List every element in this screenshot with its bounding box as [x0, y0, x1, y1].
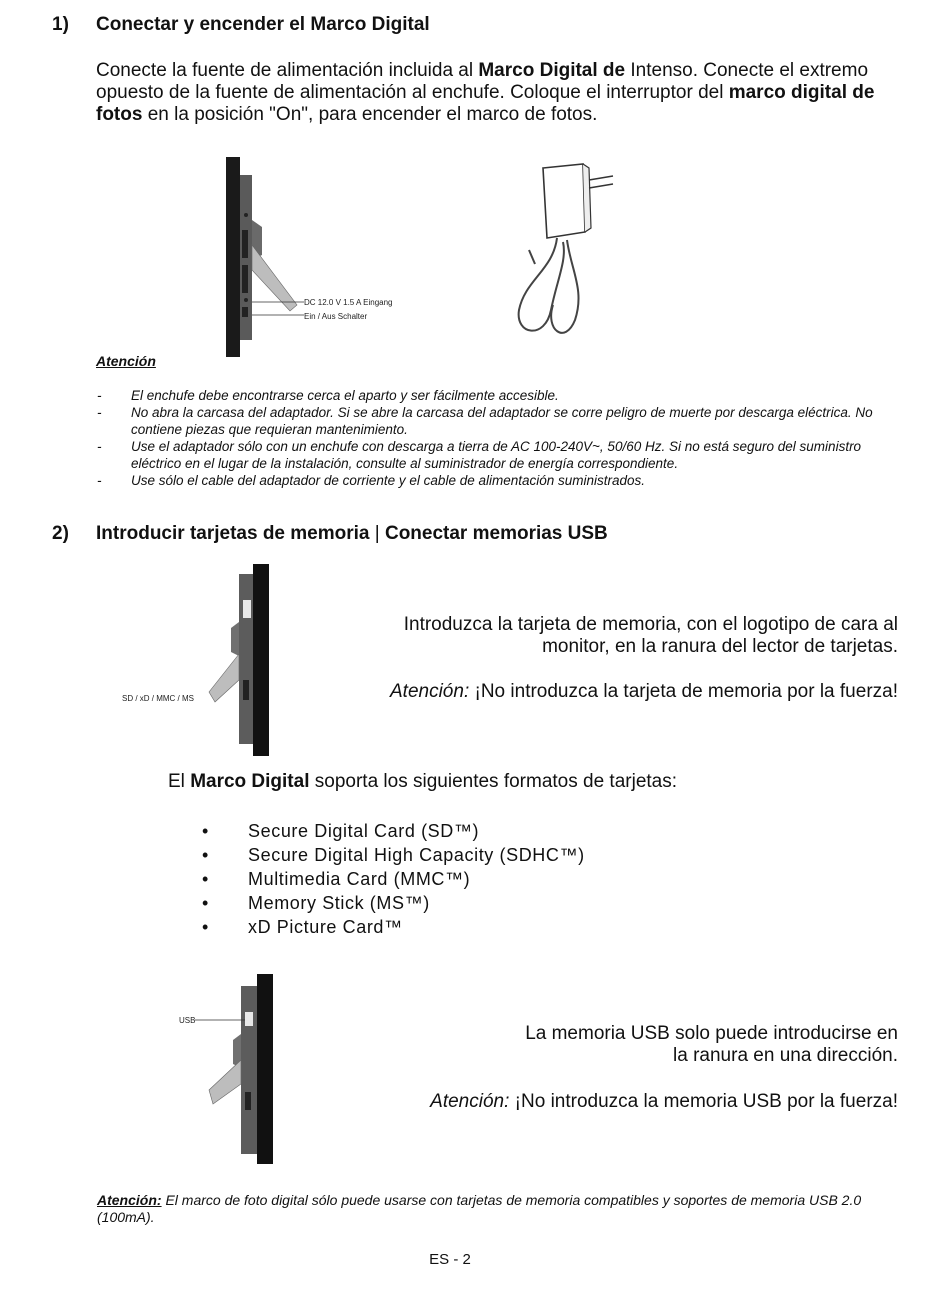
- usb-text-2: la ranura en una dirección.: [673, 1045, 898, 1066]
- formats-list: [202, 819, 585, 939]
- section-1-intro: Conecte la fuente de alimentación incluida al Marco Digital de Intenso. Conecte el extremo opuesto de la fuente de alimentación al enchufe. Coloque el interruptor del marco digital de fotos en la posición "On", para encender el marco de fotos.: [96, 60, 875, 125]
- section-2-title: Introducir tarjetas de memoria | Conectar memorias USB: [96, 523, 608, 544]
- power-switch-label: Ein / Aus Schalter: [304, 312, 368, 321]
- usb-text-1: La memoria USB solo puede introducirse en: [525, 1023, 898, 1044]
- list-item: • Secure Digital High Capacity (SDHC™): [202, 845, 585, 865]
- list-item: - El enchufe debe encontrarse cerca el aparto y ser fácilmente accesible.: [97, 388, 559, 403]
- card-slot-illustration: [205, 562, 280, 757]
- section-2-number: 2): [52, 523, 69, 544]
- section-1-number: 1): [52, 14, 69, 35]
- dc-input-label: DC 12.0 V 1.5 A Eingang: [304, 298, 393, 307]
- list-item: - Use sólo el cable del adaptador de corriente y el cable de alimentación suministrados.: [97, 473, 646, 488]
- power-adapter-illustration: [505, 160, 620, 340]
- list-item: • Multimedia Card (MMC™): [202, 869, 471, 889]
- attention-title: Atención: [96, 353, 156, 369]
- list-item: - Use el adaptador sólo con un enchufe con descarga a tierra de AC 100-240V~, 50/60 Hz. Si no está seguro del suministro eléctrico en el lugar de la instalación, consulte al suministrador de energía correspondiente.: [97, 439, 862, 471]
- attention-list: [97, 387, 887, 489]
- list-item: - No abra la carcasa del adaptador. Si se abre la carcasa del adaptador se corre peligro de muerte por descarga eléctrica. No contiene piezas que requieran mantenimiento.: [97, 405, 873, 437]
- card-insert-text: Introduzca la tarjeta de memoria, con el logotipo de cara al monitor, en la ranura del lector de tarjetas.: [403, 614, 898, 657]
- list-item: • xD Picture Card™: [202, 917, 403, 937]
- footer-note: Atención: El marco de foto digital sólo puede usarse con tarjetas de memoria compatibles y soportes de memoria USB 2.0 (100mA).: [97, 1192, 862, 1225]
- card-attention: Atención: ¡No introduzca la tarjeta de memoria por la fuerza!: [390, 681, 898, 702]
- card-slot-label: SD / xD / MMC / MS: [122, 694, 194, 703]
- page-number: ES - 2: [429, 1251, 471, 1268]
- list-item: • Secure Digital Card (SD™): [202, 821, 480, 841]
- usb-attention: Atención: ¡No introduzca la memoria USB por la fuerza!: [430, 1091, 898, 1112]
- frame-side-illustration: [222, 155, 322, 360]
- section-1-title: Conectar y encender el Marco Digital: [96, 14, 430, 35]
- usb-slot-illustration: [205, 972, 280, 1167]
- list-item: • Memory Stick (MS™): [202, 893, 430, 913]
- usb-label: USB: [179, 1016, 196, 1025]
- formats-intro: El Marco Digital soporta los siguientes formatos de tarjetas:: [168, 771, 678, 792]
